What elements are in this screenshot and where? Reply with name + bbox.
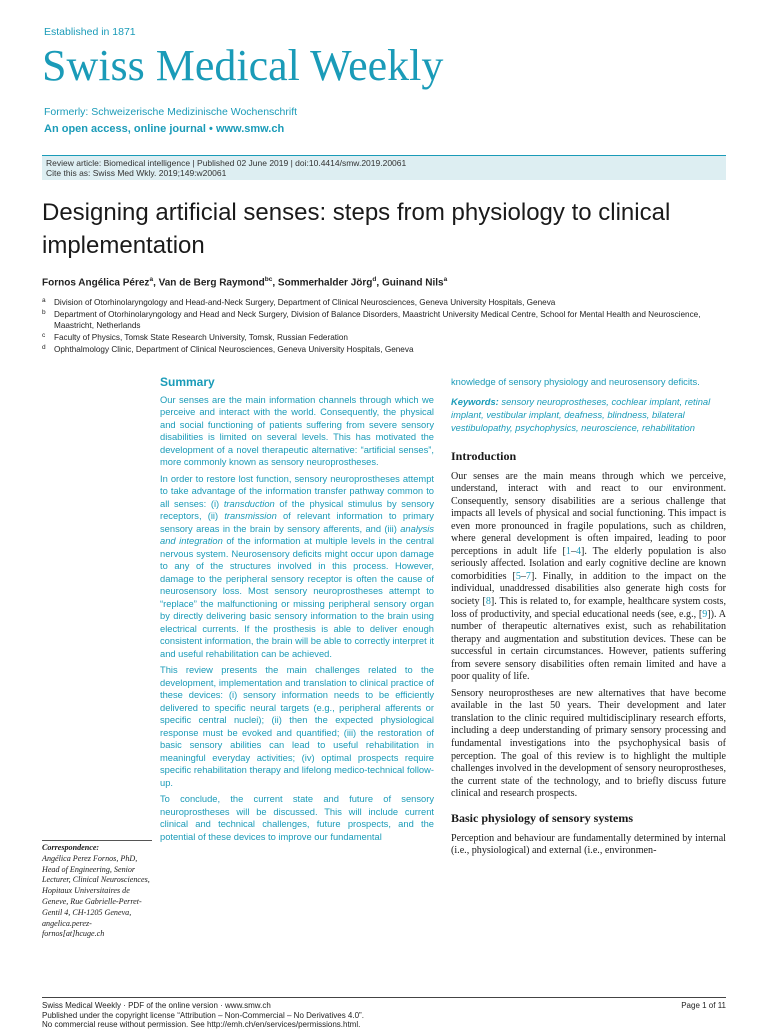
formerly-note: Formerly: Schweizerische Medizinische Wochenschrift: [44, 106, 298, 118]
summary-paragraph: This review presents the main challenges related to the development, implementation and translation to clinical practice of these devices: (i) sensory information needs to be efficiently delivered to specific neural targets (e.g., peripheral afferents or specific central nuclei); (ii) then the expected physiological response must be evoked and quantified; (iii) the restoration of basic sensory abilities can lead to useful rehabilitation in meaningful everyday activities; (iv) optimal prospects require specific rehabilitation therapy and lifelong medico-technical follow-up.: [160, 665, 434, 788]
body-text: ]. Finally, in addition to the impact on the individual, unaddressed disabilities also generate high costs for society [: [451, 570, 726, 607]
author-affil-marker: a: [149, 276, 154, 283]
citation-line: Cite this as: Swiss Med Wkly. 2019;149:w20061: [46, 168, 227, 178]
affiliation-text: Division of Otorhinolaryngology and Head-and-Neck Surgery, Department of Clinical Neurosciences, Geneva University Hospitals, Geneva: [54, 298, 556, 307]
author-list: Fornos Angélica Pérez$^a$, Van de Berg Raymond$^{bc}$, Sommerhalder Jörg$^d$, Guinand Nils$^a$: [42, 276, 448, 289]
citation-link[interactable]: 9: [702, 608, 708, 620]
article-title: Designing artificial senses: steps from physiology to clinical implementation: [42, 199, 671, 259]
license-line: Published under the copyright license “Attribution – Non-Commercial – No Derivatives 4.0”.: [42, 1011, 364, 1020]
summary-emphasis: analysis and integration: [160, 523, 434, 546]
correspondence-heading: Correspondence:: [42, 843, 100, 852]
summary-paragraph: [160, 473, 434, 661]
citation-link[interactable]: 1: [565, 545, 571, 557]
summary-heading: Summary: [160, 375, 215, 389]
body-text: ]. The elderly population is also seriously affected. Isolation and early cognitive decline are known comorbidities [: [451, 545, 727, 582]
correspondence-box: [42, 843, 152, 940]
summary-text: of relevant information to primary sensory areas in the brain by sensory afferents, and (iii): [160, 511, 434, 534]
basic-physiology-paragraph: Perception and behaviour are fundamentally determined by internal (i.e., physiological) and external (i.e., environmen-: [451, 832, 726, 857]
introduction-heading: Introduction: [451, 448, 517, 463]
summary-emphasis: transmission: [224, 511, 277, 521]
body-text: ]). A number of therapeutic alternatives exist, such as rehabilitation therapy and augmentation and substitution devices. These can be successful in certain circumstances. However, patients suffering from severe sensory disabilities often remain limited and have a poor quality of life.: [451, 608, 726, 683]
journal-tagline: An open access, online journal • www.smw.ch: [44, 123, 285, 135]
correspondence-divider: [42, 840, 152, 841]
established-note: Established in 1871: [44, 26, 136, 38]
right-column: [451, 376, 726, 862]
author-affil-marker: bc: [264, 276, 273, 283]
author-name: Van de Berg Raymond: [158, 277, 265, 289]
article-meta-line: Review article: Biomedical intelligence | Published 02 June 2019 | doi:10.4414/smw.2019.20061: [46, 158, 407, 168]
citation-link[interactable]: 8: [485, 595, 491, 607]
body-text: –: [570, 545, 576, 557]
citation-link[interactable]: 5: [515, 570, 521, 582]
affiliation-label: b: [42, 309, 46, 316]
page-number: Page 1 of 11: [681, 1001, 726, 1010]
summary-text: of the physical stimulus by sensory receptors, (ii): [160, 498, 435, 521]
citation-link[interactable]: 4: [575, 545, 582, 557]
body-text: Our senses are the main means through which we perceive, understand, interact with and react to our environment. Consequently, sensory disabilities are a serious challenge that impacts all levels of physical and social functioning. This impact is even more pronounced in fragile populations, such as children, where general development is often impaired, leading to poor perceptions in adult life [: [451, 470, 726, 557]
author-name: Fornos Angélica Pérez: [42, 277, 150, 289]
license-line: No commercial reuse without permission. See http://emh.ch/en/services/permissions.html.: [42, 1020, 361, 1029]
summary-section: [160, 376, 434, 847]
correspondence-text: Angélica Perez Fornos, PhD, Head of Engineering, Senior Lecturer, Clinical Neurosciences, Hopitaux Universitaires de Geneve, Rue Gabrielle-Perret-Gentil 4, CH-1205 Geneva, angelica.perez-fornos[at]hcuge.ch: [42, 853, 150, 939]
affiliation-text: Ophthalmology Clinic, Department of Clinical Neurosciences, Geneva University Hospitals, Geneva: [54, 345, 414, 354]
affiliation-label: d: [42, 344, 46, 351]
citation-link[interactable]: 7: [525, 570, 531, 582]
affiliation-label: c: [42, 332, 46, 339]
introduction-paragraph: [451, 471, 726, 684]
journal-title: Swiss Medical Weekly: [42, 41, 444, 90]
author-name: Sommerhalder Jörg: [277, 277, 373, 289]
summary-paragraph: To conclude, the current state and future of sensory neuroprostheses will be discussed. This will include current clinical and technical challenges, future prospects, and the potential of these devices to improve our fundamental: [160, 794, 434, 842]
introduction-paragraph: Sensory neuroprostheses are new alternatives that have become available in the last 50 years. Their development and later translation to the clinic required multidisciplinary research efforts, including a deep understanding of primary sensory processing and fundamental investigations into the psychophysical basis of perception. The goal of this review is to highlight the multiple challenges involved in the development of sensory neuroprostheses, the current state of the technology, and to briefly discuss future clinical and research prospects.: [451, 687, 726, 800]
affiliation-text: Faculty of Physics, Tomsk State Research University, Tomsk, Russian Federation: [54, 333, 348, 342]
article-meta-band: [42, 155, 726, 180]
summary-continuation: knowledge of sensory physiology and neurosensory deficits.: [451, 377, 700, 387]
keywords: [451, 396, 726, 435]
author-affil-marker: d: [372, 276, 377, 283]
author-name: Guinand Nils: [381, 277, 444, 289]
body-text: –: [520, 570, 526, 582]
basic-physiology-heading: Basic physiology of sensory systems: [451, 810, 634, 825]
summary-text: of the information at multiple levels in the central nervous system. Neurosensory deficits might occur upon damage to any of the structures involved in this process. However, damage to the peripheral sensory receptor is often the cause of neurosensory loss. Most sensory neuroprostheses attempt to “replace” the malfunctioning or missing peripheral sensory organ by directly delivering basic sensory information to the brain using electrical currents. If the prosthesis is able to deliver enough consistent information, the brain will be able to correctly interpret it and useful rehabilitation can be achieved.: [160, 536, 434, 659]
keywords-label: Keywords:: [451, 396, 499, 407]
footer-journal-info: Swiss Medical Weekly · PDF of the online version · www.smw.ch: [42, 1001, 271, 1010]
summary-emphasis: transduction: [223, 498, 275, 509]
keywords-text: sensory neuroprostheses, cochlear implant, retinal implant, vestibular implant, deafness, blindness, bilateral vestibulopathy, psychophysics, neuroscience, rehabilitation: [451, 396, 711, 433]
footer-divider: [42, 997, 726, 998]
affiliation-label: a: [42, 297, 46, 304]
summary-text: In order to restore lost function, sensory neuroprostheses attempt to take advantage of the information transfer pathway common to all senses: (i): [160, 473, 434, 509]
affiliation-text: Department of Otorhinolaryngology and Head and Neck Surgery, Division of Balance Disorders, Maastricht University Medical Centre, School for Mental Health and Neuroscience, Maastricht, Netherlands: [54, 310, 701, 330]
author-affil-marker: a: [443, 276, 448, 283]
summary-paragraph: Our senses are the main information channels through which we perceive and interact with the world. Consequently, the physical and social functioning of patients suffering from severe sensory disabilities is limited on several levels. This has motivated the development of a novel therapeutic alternative: “artificial senses”, more commonly known as sensory neuroprostheses.: [160, 394, 434, 467]
body-text: ]. This is related to, for example, healthcare system costs, loss of productivity, and special educational needs (see, e.g., [: [451, 595, 727, 620]
